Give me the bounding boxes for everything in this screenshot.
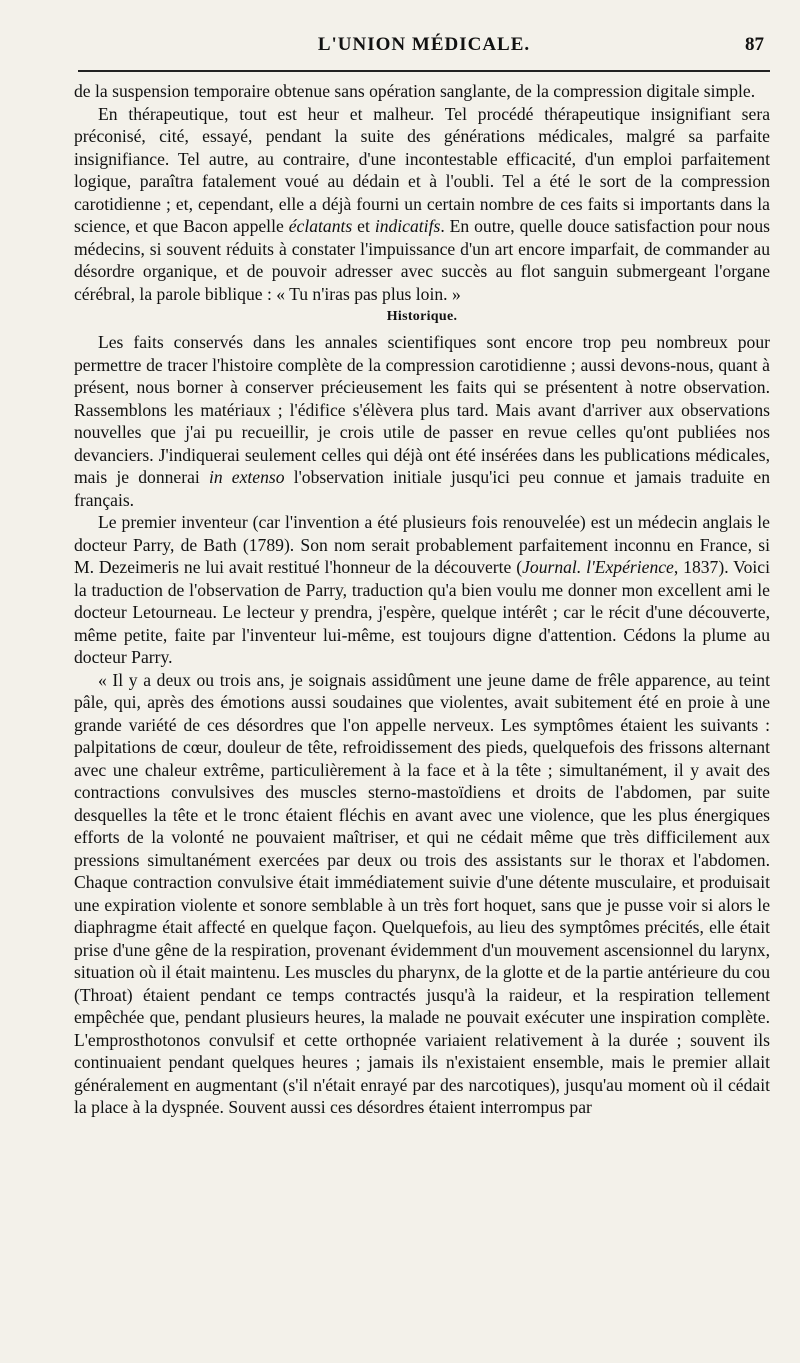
section-heading-historique: Historique. xyxy=(386,309,458,324)
paragraph-2-text: En thérapeutique, tout est heur et malheur. Tel procédé thérapeutique insignifiant sera préconisé, cité, essayé, pendant la suite des générations médicales, malgré sa parfaite insignifiance. Tel autre, au contraire, d'une incontestable efficacité, d'un emploi parfaitement logique, paraîtra fatalement voué au dédain et à l'oubli. Tel a été le sort de la compression carotidienne ; et, cependant, elle a déjà fourni un certain nombre de ces faits si importants dans la science, et que Bacon appelle xyxy=(74,103,770,236)
paragraph-4-text: Le premier inventeur (car l'invention a été plusieurs fois renouvelée) est un médecin anglais le docteur Parry, de Bath (1789). Son nom serait probablement parfaitement inconnu en France, si M. Dezeimeris ne lui avait restitué l'honneur de la découverte ( xyxy=(74,512,770,577)
header-rule xyxy=(78,70,770,72)
paragraph-2-text-mid: et xyxy=(352,216,375,236)
running-head xyxy=(78,30,770,62)
paragraph-1-text: de la suspension temporaire obtenue sans opération sanglante, de la compression digitale simple. xyxy=(74,81,756,101)
body-text xyxy=(74,80,770,1119)
paragraph-3-text: Les faits conservés dans les annales scientifiques sont encore trop peu nombreux pour permettre de tracer l'histoire complète de la compression carotidienne ; aussi devons-nous, quant à présent, nous borner à conserver précieusement les faits qui se présentent à notre observation. Rassemblons les matériaux ; l'édifice s'élèvera plus tard. Mais avant d'arriver aux observations nouvelles que j'ai pu recueillir, je crois utile de passer en revue celles qu'ont publiées nos devanciers. J'indiquerai seulement celles qui déjà ont été insérées dans les publications médicales, mais je donnerai xyxy=(74,332,770,487)
paragraph-2-italic-eclatants: éclatants xyxy=(288,216,353,236)
paragraph-5 xyxy=(74,669,770,1119)
paragraph-3 xyxy=(74,331,770,511)
paragraph-5-text: « Il y a deux ou trois ans, je soignais assidûment une jeune dame de frêle apparence, au teint pâle, qui, après des émotions aussi soudaines que violentes, avait subitement été en proie à une grande variété de ces désordres que l'on appelle nerveux. Les symptômes étaient les suivants : palpitations de cœur, douleur de tête, refroidissement des pieds, quelquefois des frissons alternant avec une chaleur extrême, particulièrement à la face et à la tête ; simultanément, il y avait des contractions convulsives des muscles sterno-mastoïdiens et droits de l'abdomen, par suite desquelles la tête et le tronc étaient fléchis en avant avec une violence, que les plus énergiques efforts de la volonté ne pouvaient maîtriser, et qui ne cédait même que très difficilement aux pressions simultanément exercées par deux ou trois des assistants sur le thorax et l'abdomen. Chaque contraction convulsive était immédiatement suivie d'une détente musculaire, et produisait une expiration violente et sonore semblable à un très fort hoquet, sans que je pusse voir si alors le diaphragme était affecté en quelque façon. Quelquefois, au lieu des symptômes précités, elle était prise d'une gêne de la respiration, provenant évidemment d'un mouvement ascensionnel du larynx, situation où il était maintenu. Les muscles du pharynx, de la glotte et de la partie antérieure du cou (Throat) étaient pendant ce temps contractés jusqu'à la raideur, et la respiration tellement empêchée que, pendant plusieurs heures, la malade ne pouvait exécuter une inspiration complète. L'emprosthotonos convulsif et cette orthopnée variaient relativement à la durée ; souvent ils continuaient pendant quelques heures ; jamais ils n'existaient ensemble, mais le premier allait généralement en augmentant (s'il n'était enrayé par des narcotiques), jusqu'au moment où il cédait la place à la dyspnée. Souvent aussi ces désordres étaient interrompus par xyxy=(74,669,770,1117)
journal-title: L'UNION MÉDICALE. xyxy=(317,34,531,55)
paragraph-1 xyxy=(74,80,770,103)
paragraph-4-italic: Journal. l'Expérience xyxy=(522,557,674,577)
paragraph-2-italic-indicatifs: indicatifs xyxy=(374,216,441,236)
paragraph-2-text-end: . En outre, quelle douce satisfaction pour nous médecins, si souvent réduits à constater l'impuissance d'un art encore imparfait, de commander au désordre organique, et de pouvoir adresser avec succès au flot sanguin submergeant l'organe cérébral, la parole biblique : « Tu n'iras pas plus loin. » xyxy=(74,216,770,304)
paragraph-2 xyxy=(74,103,770,306)
paragraph-4 xyxy=(74,511,770,669)
paragraph-4-text-end: , 1837). Voici la traduction de l'observation de Parry, traduction qu'a bien voulu me donner mon excellent ami le docteur Letourneau. Le lecteur y prendra, j'espère, quelque intérêt ; car le récit d'une découverte, même petite, faite par l'inventeur lui-même, est toujours digne d'attention. Cédons la plume au docteur Parry. xyxy=(74,557,770,667)
paragraph-3-italic: in extenso xyxy=(208,467,285,487)
paragraph-3-text-end: l'observation initiale jusqu'ici peu connue et jamais traduite en français. xyxy=(74,467,771,510)
page-number: 87 xyxy=(745,34,764,55)
